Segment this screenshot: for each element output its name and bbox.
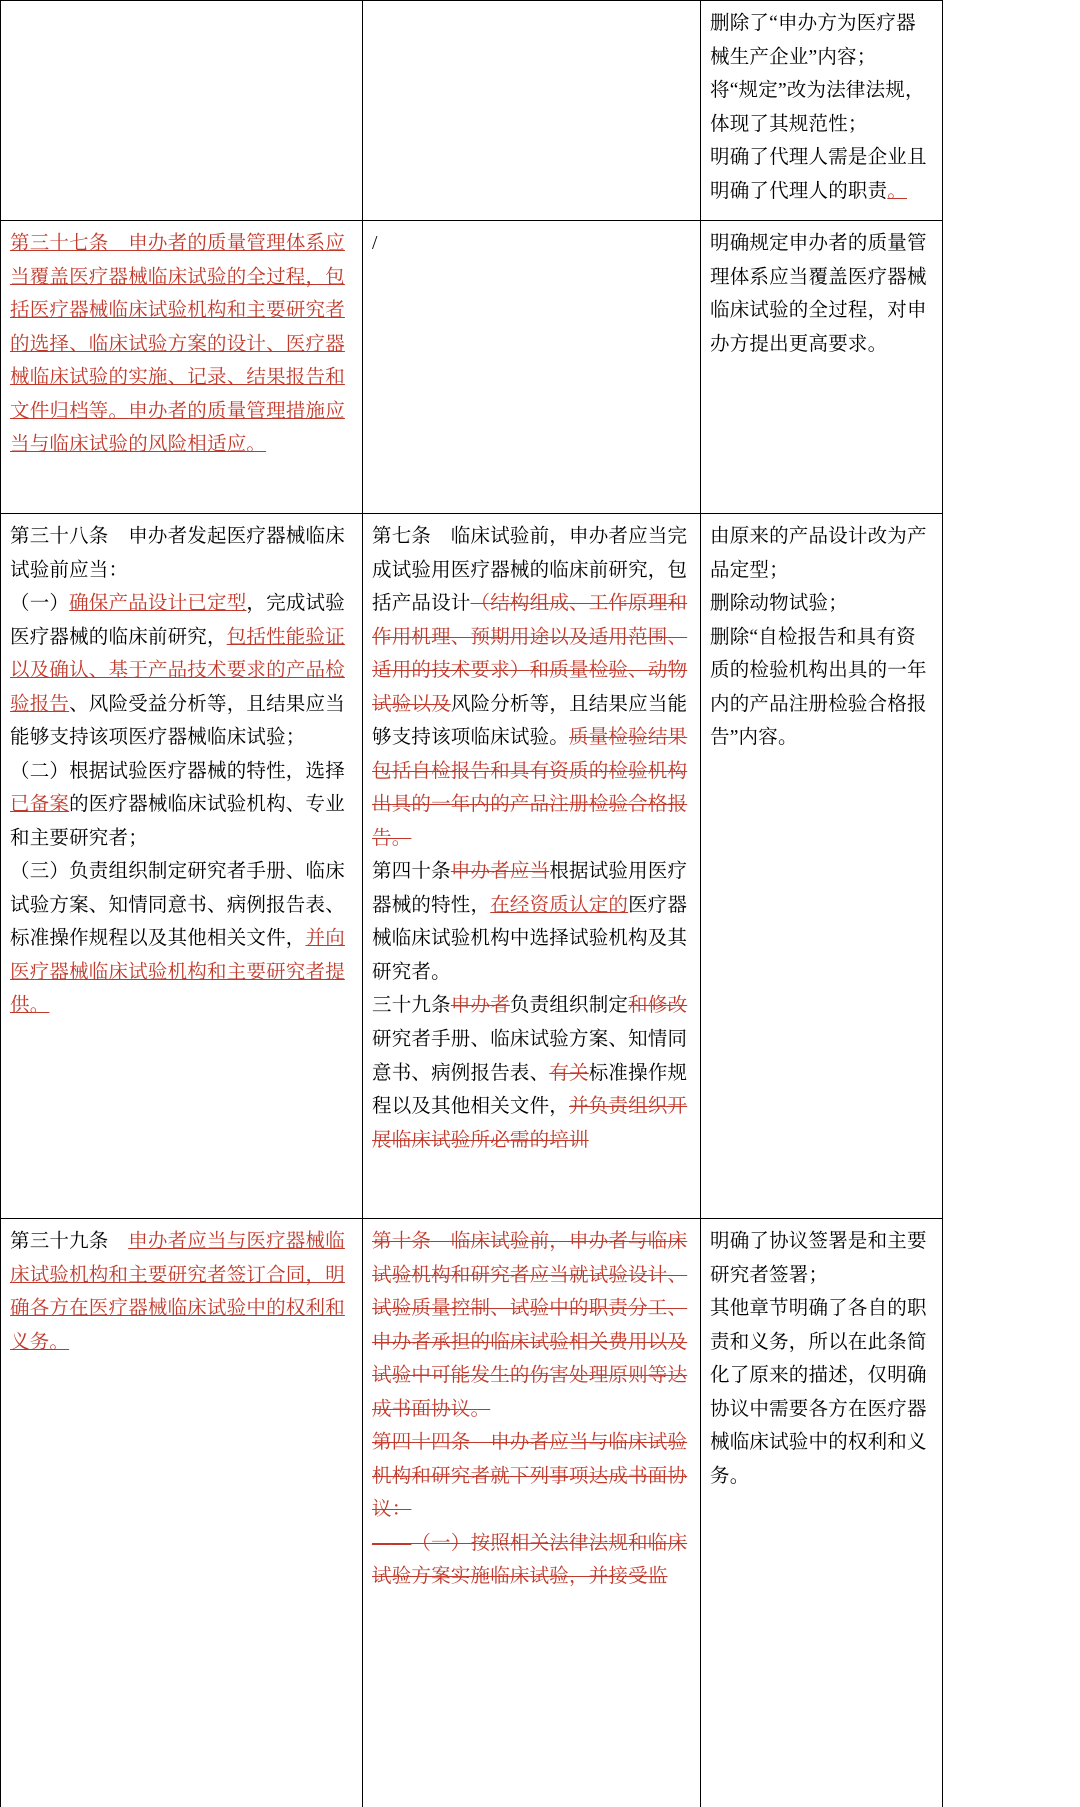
note-text-3: 删除“自检报告和具有资质的检验机构出具的一年内的产品注册检验合格报告”内容。: [710, 626, 927, 749]
cell-revision-note: [701, 1, 943, 221]
old-tail-1: 风险分析等，且结果应当能够支持该项临床试验。: [372, 693, 688, 749]
cell-content: [10, 1225, 353, 1359]
table-row: [1, 514, 943, 1219]
item-3-insert: 并向医疗器械临床试验机构和主要研究者提供。: [10, 928, 345, 1017]
old-article-7: 第七条 临床试验前，申办者应当完成试验用医疗器械的临床前研究，包括产品设计: [372, 526, 688, 615]
cell-content: [372, 227, 691, 261]
note-text-2: 删除动物试验；: [710, 593, 848, 615]
old-mid-4: 标准操作规程以及其他相关文件，: [372, 1062, 688, 1118]
article-number: 第三十九条: [10, 1231, 129, 1252]
old-article-39: 三十九条: [372, 995, 451, 1017]
note-text-1: 删除了“申办方为医疗器械生产企业”内容；: [710, 13, 916, 68]
cell-content: [710, 7, 933, 208]
old-mid-2: 负责组织制定: [509, 995, 629, 1017]
cell-content: [710, 1225, 933, 1493]
item-2-tail: 的医疗器械临床试验机构、专业和主要研究者；: [10, 794, 345, 849]
cell-content: [710, 227, 933, 361]
old-item-1: ——（一）按照相关法律法规和临床试验方案实施临床试验，并接受监: [372, 1532, 688, 1588]
note-text-1: 明确了协议签署是和主要研究者签署；: [710, 1231, 927, 1286]
item-1-prefix: （一）: [10, 593, 70, 615]
old-tail-2: 医疗器械临床试验机构中选择试验机构及其研究者。: [372, 894, 688, 983]
note-text-2: 其他章节明确了各自的职责和义务，所以在此条简化了原来的描述，仅明确协议中需要各方在医疗器械临床试验中的权利和义务。: [710, 1298, 927, 1487]
cell-content: [372, 520, 691, 1157]
old-del-4: 质量检验结果包括自检报告和具有资质的检验机构出具的一年内的产品注册检验合格报告。: [372, 727, 688, 849]
note-text-1: 明确规定申办者的质量管理体系应当覆盖医疗器械临床试验的全过程，对申办方提出更高要求。: [710, 233, 927, 355]
cell-old-clause: [363, 221, 701, 514]
item-3-prefix: （三）负责组织制定研究者手册、临床试验方案、知情同意书、病例报告表、标准操作规程以及其他相关文件，: [10, 861, 345, 950]
cell-revision-note: [701, 221, 943, 514]
article-body: 申办者应当与医疗器械临床试验机构和主要研究者签订合同，明确各方在医疗器械临床试验中的权利和义务。: [10, 1231, 345, 1353]
cell-content: [372, 1225, 691, 1594]
item-1-insert-1: 确保产品设计已定型: [69, 593, 247, 615]
old-ins-1: 在经资质认定的: [490, 894, 629, 916]
article-body-2: 申办者的质量管理措施应当与临床试验的风险相适应。: [10, 400, 345, 456]
note-text-3: 明确了代理人需是企业且明确了代理人的职责: [710, 147, 927, 202]
item-2-prefix: （二）根据试验医疗器械的特性，选择: [10, 760, 345, 782]
article-heading: 第三十八条 申办者发起医疗器械临床试验前应当：: [10, 526, 345, 581]
article-number: 第三十七条: [10, 233, 109, 254]
note-text-4: 。: [887, 180, 908, 202]
cell-content: [10, 520, 353, 1023]
cell-old-clause: [363, 1, 701, 221]
old-del-1: （结构组成、工作原理和作用机理、预期用途以及适用范围、适用的技术要求）: [372, 593, 688, 682]
item-1-insert-2: 包括性能验证以及确认、基于产品技术要求的产品检验报告: [10, 626, 345, 715]
cell-new-clause: [1, 221, 363, 514]
cell-content: [10, 227, 353, 462]
article-body: 申办者的质量管理体系应当覆盖医疗器械临床试验的全过程，包括医疗器械临床试验机构和主要研究者的选择、临床试验方案的设计、医疗器械临床试验的实施、记录、结果报告和文件归档等。: [10, 233, 345, 422]
note-text-1: 由原来的产品设计改为产品定型；: [710, 526, 927, 581]
old-article-40: 第四十条: [372, 861, 451, 883]
table-row: [1, 1219, 943, 1807]
cell-new-clause: [1, 1, 363, 221]
old-article-10: 第十条 临床试验前，申办者与临床试验机构和研究者应当就试验设计、试验质量控制、试验中的职责分工、申办者承担的临床试验相关费用以及试验中可能发生的伤害处理原则等达成书面协议。: [372, 1231, 688, 1420]
cell-revision-note: [701, 514, 943, 1219]
note-text-2: 将“规定”改为法律法规，体现了其规范性；: [710, 80, 925, 135]
old-del-9: 并负责组织开展临床试验所必需的培训: [372, 1096, 688, 1151]
old-del-8: 有关: [549, 1062, 589, 1084]
cell-content: [710, 520, 933, 755]
cell-new-clause: [1, 1219, 363, 1807]
cell-old-clause: [363, 1219, 701, 1807]
cell-new-clause: [1, 514, 363, 1219]
item-2-insert: 已备案: [10, 794, 70, 816]
table-row: [1, 221, 943, 514]
item-1-mid: ，完成试验医疗器械的临床前研究，: [10, 593, 345, 648]
cell-old-clause: [363, 514, 701, 1219]
empty-marker: /: [372, 233, 378, 254]
old-mid-1: 根据试验用医疗器械的特性，: [372, 861, 688, 916]
old-article-44: 第四十四条 申办者应当与临床试验机构和研究者就下列事项达成书面协议：: [372, 1432, 688, 1521]
cell-revision-note: [701, 1219, 943, 1807]
old-del-6: 申办者: [450, 995, 510, 1017]
item-1-tail: 、风险受益分析等，且结果应当能够支持该项医疗器械临床试验；: [10, 693, 345, 749]
table-row: [1, 1, 943, 221]
old-del-2: 和质量检验、: [529, 660, 648, 682]
old-del-5: 申办者应当: [450, 861, 550, 883]
old-mid-3: 研究者手册、临床试验方案、知情同意书、病例报告表、: [372, 1028, 688, 1084]
old-del-7: 和修改: [628, 995, 688, 1017]
old-del-3: 动物试验以及: [372, 660, 688, 715]
